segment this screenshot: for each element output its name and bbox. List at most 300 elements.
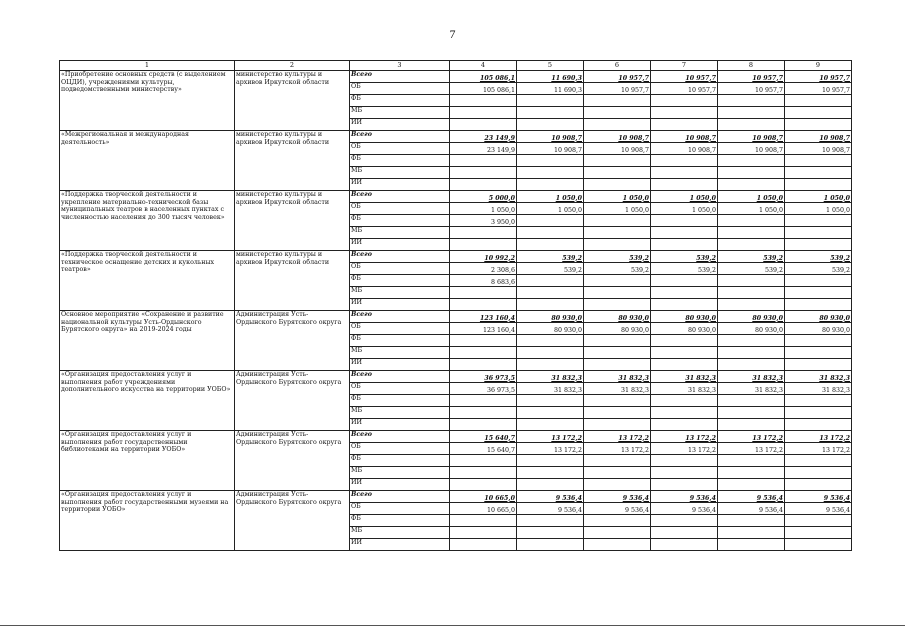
amount-cell: 11 690,3 bbox=[517, 71, 584, 83]
amount-cell: 10 957,7 bbox=[718, 71, 785, 83]
amount-cell bbox=[785, 395, 852, 407]
amount-cell: 539,2 bbox=[651, 263, 718, 275]
table-row bbox=[60, 371, 852, 383]
amount-cell bbox=[584, 407, 651, 419]
amount-cell: 10 908,7 bbox=[584, 143, 651, 155]
amount-cell: 23 149,9 bbox=[450, 143, 517, 155]
amount-cell: 31 832,3 bbox=[718, 383, 785, 395]
funding-source: МБ bbox=[350, 107, 450, 119]
amount-cell: 13 172,2 bbox=[785, 443, 852, 455]
amount-cell bbox=[584, 395, 651, 407]
amount-cell: 10 908,7 bbox=[651, 143, 718, 155]
amount-cell bbox=[517, 119, 584, 131]
amount-cell bbox=[785, 287, 852, 299]
funding-source: МБ bbox=[350, 347, 450, 359]
funding-source: ОБ bbox=[350, 503, 450, 515]
amount-cell: 539,2 bbox=[785, 251, 852, 263]
amount-cell bbox=[517, 227, 584, 239]
funding-source: ФБ bbox=[350, 515, 450, 527]
funding-source: ОБ bbox=[350, 83, 450, 95]
amount-cell: 13 172,2 bbox=[651, 431, 718, 443]
funding-source: МБ bbox=[350, 527, 450, 539]
amount-cell bbox=[651, 95, 718, 107]
amount-cell: 31 832,3 bbox=[785, 371, 852, 383]
funding-source: Всего bbox=[350, 371, 450, 383]
amount-cell bbox=[517, 347, 584, 359]
amount-cell: 80 930,0 bbox=[584, 323, 651, 335]
amount-cell: 31 832,3 bbox=[517, 383, 584, 395]
amount-cell: 31 832,3 bbox=[584, 371, 651, 383]
amount-cell bbox=[651, 107, 718, 119]
funding-source: Всего bbox=[350, 431, 450, 443]
amount-cell bbox=[450, 155, 517, 167]
funding-source: ИИ bbox=[350, 299, 450, 311]
responsible-executor: Администрация Усть-Ордынского Бурятского округа bbox=[235, 491, 350, 551]
amount-cell bbox=[517, 419, 584, 431]
amount-cell bbox=[517, 275, 584, 287]
activity-description: «Межрегиональная и международная деятельность» bbox=[60, 131, 235, 191]
amount-cell bbox=[584, 215, 651, 227]
amount-cell bbox=[651, 299, 718, 311]
amount-cell bbox=[584, 347, 651, 359]
amount-cell: 13 172,2 bbox=[517, 443, 584, 455]
amount-cell: 10 957,7 bbox=[651, 83, 718, 95]
amount-cell bbox=[651, 179, 718, 191]
amount-cell bbox=[718, 119, 785, 131]
amount-cell: 1 050,0 bbox=[651, 203, 718, 215]
amount-cell: 2 308,6 bbox=[450, 263, 517, 275]
amount-cell: 80 930,0 bbox=[785, 311, 852, 323]
amount-cell: 9 536,4 bbox=[651, 491, 718, 503]
amount-cell: 80 930,0 bbox=[584, 311, 651, 323]
amount-cell: 10 908,7 bbox=[718, 143, 785, 155]
column-number-header: 5 bbox=[517, 61, 584, 71]
column-number-header: 3 bbox=[350, 61, 450, 71]
amount-cell bbox=[517, 287, 584, 299]
amount-cell bbox=[785, 407, 852, 419]
scan-edge-line bbox=[0, 625, 905, 626]
amount-cell: 10 908,7 bbox=[517, 143, 584, 155]
amount-cell bbox=[450, 239, 517, 251]
amount-cell: 1 050,0 bbox=[450, 203, 517, 215]
amount-cell: 1 050,0 bbox=[517, 203, 584, 215]
amount-cell: 10 957,7 bbox=[584, 71, 651, 83]
amount-cell bbox=[785, 215, 852, 227]
amount-cell bbox=[517, 359, 584, 371]
activity-description: «Приобретение основных средств (с выделением ОЦДИ), учреждениями культуры, подведомственными министерству» bbox=[60, 71, 235, 131]
amount-cell bbox=[584, 527, 651, 539]
funding-source: МБ bbox=[350, 467, 450, 479]
amount-cell: 10 957,7 bbox=[718, 83, 785, 95]
amount-cell: 10 908,7 bbox=[785, 143, 852, 155]
amount-cell bbox=[450, 227, 517, 239]
amount-cell bbox=[584, 119, 651, 131]
amount-cell: 1 050,0 bbox=[718, 191, 785, 203]
amount-cell bbox=[785, 155, 852, 167]
amount-cell bbox=[450, 287, 517, 299]
amount-cell bbox=[651, 275, 718, 287]
amount-cell: 10 957,7 bbox=[785, 71, 852, 83]
table-row bbox=[60, 431, 852, 443]
amount-cell bbox=[450, 407, 517, 419]
amount-cell bbox=[651, 479, 718, 491]
amount-cell bbox=[651, 335, 718, 347]
amount-cell bbox=[517, 395, 584, 407]
funding-source: ИИ bbox=[350, 179, 450, 191]
amount-cell bbox=[718, 227, 785, 239]
header-row bbox=[60, 61, 852, 71]
amount-cell bbox=[718, 539, 785, 551]
funding-source: ФБ bbox=[350, 155, 450, 167]
funding-source: ИИ bbox=[350, 539, 450, 551]
amount-cell bbox=[517, 455, 584, 467]
amount-cell bbox=[517, 539, 584, 551]
amount-cell: 13 172,2 bbox=[718, 443, 785, 455]
amount-cell bbox=[450, 527, 517, 539]
amount-cell bbox=[651, 287, 718, 299]
amount-cell bbox=[450, 179, 517, 191]
amount-cell bbox=[517, 515, 584, 527]
amount-cell: 36 973,5 bbox=[450, 383, 517, 395]
amount-cell bbox=[718, 275, 785, 287]
amount-cell: 539,2 bbox=[584, 251, 651, 263]
funding-source: МБ bbox=[350, 227, 450, 239]
amount-cell bbox=[651, 119, 718, 131]
amount-cell bbox=[718, 179, 785, 191]
responsible-executor: Администрация Усть-Ордынского Бурятского округа bbox=[235, 371, 350, 431]
amount-cell: 105 086,1 bbox=[450, 83, 517, 95]
column-number-header: 6 bbox=[584, 61, 651, 71]
amount-cell: 1 050,0 bbox=[785, 191, 852, 203]
amount-cell: 31 832,3 bbox=[651, 371, 718, 383]
amount-cell: 36 973,5 bbox=[450, 371, 517, 383]
amount-cell bbox=[651, 215, 718, 227]
amount-cell: 9 536,4 bbox=[651, 503, 718, 515]
table-row bbox=[60, 491, 852, 503]
amount-cell: 1 050,0 bbox=[651, 191, 718, 203]
amount-cell bbox=[785, 239, 852, 251]
amount-cell: 1 050,0 bbox=[584, 191, 651, 203]
amount-cell bbox=[785, 107, 852, 119]
amount-cell bbox=[718, 407, 785, 419]
amount-cell: 9 536,4 bbox=[517, 503, 584, 515]
amount-cell bbox=[718, 479, 785, 491]
amount-cell: 80 930,0 bbox=[517, 323, 584, 335]
funding-source: ОБ bbox=[350, 263, 450, 275]
amount-cell: 13 172,2 bbox=[718, 431, 785, 443]
amount-cell bbox=[785, 167, 852, 179]
amount-cell bbox=[450, 299, 517, 311]
amount-cell bbox=[584, 107, 651, 119]
amount-cell: 10 665,0 bbox=[450, 491, 517, 503]
amount-cell bbox=[651, 539, 718, 551]
funding-source: ФБ bbox=[350, 275, 450, 287]
amount-cell bbox=[718, 167, 785, 179]
amount-cell bbox=[785, 455, 852, 467]
column-number-header: 7 bbox=[651, 61, 718, 71]
funding-source: Всего bbox=[350, 251, 450, 263]
amount-cell bbox=[785, 335, 852, 347]
amount-cell: 80 930,0 bbox=[651, 323, 718, 335]
amount-cell: 10 908,7 bbox=[584, 131, 651, 143]
amount-cell bbox=[584, 419, 651, 431]
amount-cell: 539,2 bbox=[718, 263, 785, 275]
table-row bbox=[60, 191, 852, 203]
amount-cell: 13 172,2 bbox=[651, 443, 718, 455]
amount-cell bbox=[450, 107, 517, 119]
table-row bbox=[60, 71, 852, 83]
amount-cell bbox=[517, 467, 584, 479]
amount-cell: 31 832,3 bbox=[584, 383, 651, 395]
amount-cell bbox=[718, 287, 785, 299]
amount-cell: 31 832,3 bbox=[785, 383, 852, 395]
amount-cell: 9 536,4 bbox=[785, 491, 852, 503]
amount-cell bbox=[651, 395, 718, 407]
amount-cell: 3 950,0 bbox=[450, 215, 517, 227]
amount-cell bbox=[584, 467, 651, 479]
amount-cell bbox=[450, 95, 517, 107]
amount-cell bbox=[584, 335, 651, 347]
column-number-header: 2 bbox=[235, 61, 350, 71]
amount-cell bbox=[718, 419, 785, 431]
amount-cell: 539,2 bbox=[517, 263, 584, 275]
funding-source: ИИ bbox=[350, 419, 450, 431]
amount-cell bbox=[785, 527, 852, 539]
amount-cell: 13 172,2 bbox=[517, 431, 584, 443]
funding-source: Всего bbox=[350, 191, 450, 203]
amount-cell: 8 683,6 bbox=[450, 275, 517, 287]
amount-cell: 80 930,0 bbox=[718, 311, 785, 323]
amount-cell: 105 086,1 bbox=[450, 71, 517, 83]
amount-cell bbox=[584, 167, 651, 179]
amount-cell bbox=[517, 335, 584, 347]
amount-cell bbox=[450, 119, 517, 131]
amount-cell bbox=[651, 407, 718, 419]
funding-source: Всего bbox=[350, 491, 450, 503]
table-row bbox=[60, 251, 852, 263]
amount-cell bbox=[450, 395, 517, 407]
amount-cell bbox=[450, 347, 517, 359]
table-row bbox=[60, 131, 852, 143]
amount-cell bbox=[584, 287, 651, 299]
funding-source: ФБ bbox=[350, 95, 450, 107]
amount-cell bbox=[651, 347, 718, 359]
amount-cell: 31 832,3 bbox=[651, 383, 718, 395]
amount-cell bbox=[651, 419, 718, 431]
amount-cell bbox=[517, 479, 584, 491]
amount-cell bbox=[517, 167, 584, 179]
amount-cell bbox=[718, 515, 785, 527]
amount-cell: 10 957,7 bbox=[785, 83, 852, 95]
amount-cell: 15 640,7 bbox=[450, 431, 517, 443]
amount-cell: 13 172,2 bbox=[584, 431, 651, 443]
funding-source: ОБ bbox=[350, 383, 450, 395]
amount-cell bbox=[785, 119, 852, 131]
amount-cell: 539,2 bbox=[584, 263, 651, 275]
amount-cell bbox=[517, 215, 584, 227]
funding-source: ФБ bbox=[350, 335, 450, 347]
amount-cell: 539,2 bbox=[718, 251, 785, 263]
funding-source: МБ bbox=[350, 407, 450, 419]
funding-source: ОБ bbox=[350, 203, 450, 215]
amount-cell bbox=[718, 455, 785, 467]
amount-cell: 1 050,0 bbox=[584, 203, 651, 215]
amount-cell bbox=[517, 299, 584, 311]
amount-cell bbox=[517, 407, 584, 419]
amount-cell bbox=[584, 479, 651, 491]
activity-description: «Поддержка творческой деятельности и укрепление материально-технической базы муниципальных театров в населенных пунктах с численностью населения до 300 тысяч человек» bbox=[60, 191, 235, 251]
column-number-header: 4 bbox=[450, 61, 517, 71]
amount-cell: 10 665,0 bbox=[450, 503, 517, 515]
amount-cell bbox=[785, 479, 852, 491]
amount-cell: 1 050,0 bbox=[718, 203, 785, 215]
amount-cell bbox=[450, 359, 517, 371]
amount-cell: 9 536,4 bbox=[584, 503, 651, 515]
amount-cell: 13 172,2 bbox=[785, 431, 852, 443]
amount-cell bbox=[718, 347, 785, 359]
activity-description: «Организация предоставления услуг и выполнения работ учреждениями дополнительного искусства на территории УОБО» bbox=[60, 371, 235, 431]
amount-cell: 80 930,0 bbox=[718, 323, 785, 335]
amount-cell bbox=[450, 479, 517, 491]
amount-cell bbox=[450, 167, 517, 179]
amount-cell: 9 536,4 bbox=[517, 491, 584, 503]
amount-cell: 5 000,0 bbox=[450, 191, 517, 203]
amount-cell bbox=[651, 515, 718, 527]
table-row bbox=[60, 311, 852, 323]
amount-cell: 9 536,4 bbox=[584, 491, 651, 503]
funding-source: ФБ bbox=[350, 395, 450, 407]
amount-cell bbox=[517, 179, 584, 191]
amount-cell bbox=[450, 515, 517, 527]
amount-cell bbox=[785, 179, 852, 191]
amount-cell bbox=[584, 455, 651, 467]
amount-cell bbox=[517, 107, 584, 119]
amount-cell: 80 930,0 bbox=[651, 311, 718, 323]
funding-source: ФБ bbox=[350, 215, 450, 227]
amount-cell: 10 908,7 bbox=[785, 131, 852, 143]
amount-cell: 80 930,0 bbox=[785, 323, 852, 335]
amount-cell: 539,2 bbox=[651, 251, 718, 263]
amount-cell bbox=[450, 455, 517, 467]
amount-cell bbox=[651, 167, 718, 179]
amount-cell bbox=[584, 155, 651, 167]
amount-cell bbox=[450, 539, 517, 551]
amount-cell: 13 172,2 bbox=[584, 443, 651, 455]
amount-cell: 23 149,9 bbox=[450, 131, 517, 143]
amount-cell bbox=[517, 527, 584, 539]
amount-cell bbox=[651, 359, 718, 371]
amount-cell bbox=[718, 215, 785, 227]
amount-cell bbox=[785, 359, 852, 371]
amount-cell bbox=[517, 95, 584, 107]
activity-description: «Организация предоставления услуг и выполнения работ государственными библиотеками на территории УОБО» bbox=[60, 431, 235, 491]
amount-cell: 10 908,7 bbox=[718, 131, 785, 143]
amount-cell: 9 536,4 bbox=[718, 491, 785, 503]
amount-cell bbox=[584, 299, 651, 311]
amount-cell bbox=[651, 227, 718, 239]
funding-source: Всего bbox=[350, 71, 450, 83]
amount-cell bbox=[785, 275, 852, 287]
amount-cell: 539,2 bbox=[517, 251, 584, 263]
amount-cell bbox=[517, 239, 584, 251]
funding-source: ИИ bbox=[350, 119, 450, 131]
responsible-executor: Администрация Усть-Ордынского Бурятского округа bbox=[235, 311, 350, 371]
funding-source: МБ bbox=[350, 167, 450, 179]
funding-source: ОБ bbox=[350, 143, 450, 155]
funding-source: ИИ bbox=[350, 239, 450, 251]
amount-cell bbox=[584, 227, 651, 239]
amount-cell bbox=[584, 539, 651, 551]
funding-source: Всего bbox=[350, 311, 450, 323]
amount-cell bbox=[584, 179, 651, 191]
funding-source: МБ bbox=[350, 287, 450, 299]
amount-cell: 31 832,3 bbox=[517, 371, 584, 383]
funding-source: ИИ bbox=[350, 359, 450, 371]
page-number: 7 bbox=[449, 27, 456, 41]
amount-cell bbox=[785, 467, 852, 479]
amount-cell bbox=[718, 467, 785, 479]
amount-cell: 31 832,3 bbox=[718, 371, 785, 383]
amount-cell bbox=[450, 467, 517, 479]
column-number-header: 8 bbox=[718, 61, 785, 71]
amount-cell: 539,2 bbox=[785, 263, 852, 275]
amount-cell: 123 160,4 bbox=[450, 323, 517, 335]
amount-cell bbox=[718, 359, 785, 371]
amount-cell: 1 050,0 bbox=[785, 203, 852, 215]
amount-cell bbox=[584, 515, 651, 527]
amount-cell bbox=[718, 527, 785, 539]
amount-cell bbox=[651, 239, 718, 251]
amount-cell: 11 690,3 bbox=[517, 83, 584, 95]
budget-table bbox=[59, 60, 852, 551]
amount-cell: 123 160,4 bbox=[450, 311, 517, 323]
amount-cell bbox=[450, 335, 517, 347]
activity-description: «Организация предоставления услуг и выполнения работ государственными музеями на территории УОБО» bbox=[60, 491, 235, 551]
amount-cell bbox=[718, 107, 785, 119]
amount-cell bbox=[718, 239, 785, 251]
amount-cell: 10 908,7 bbox=[517, 131, 584, 143]
column-number-header: 9 bbox=[785, 61, 852, 71]
amount-cell: 9 536,4 bbox=[718, 503, 785, 515]
amount-cell: 10 908,7 bbox=[651, 131, 718, 143]
amount-cell bbox=[584, 239, 651, 251]
amount-cell bbox=[785, 539, 852, 551]
amount-cell bbox=[517, 155, 584, 167]
amount-cell: 80 930,0 bbox=[517, 311, 584, 323]
funding-source: ИИ bbox=[350, 479, 450, 491]
amount-cell: 9 536,4 bbox=[785, 503, 852, 515]
funding-source: ФБ bbox=[350, 455, 450, 467]
amount-cell bbox=[718, 299, 785, 311]
amount-cell: 1 050,0 bbox=[517, 191, 584, 203]
amount-cell bbox=[584, 95, 651, 107]
amount-cell bbox=[718, 395, 785, 407]
amount-cell bbox=[651, 467, 718, 479]
activity-description: Основное мероприятие «Сохранение и развитие национальной культуры Усть-Ордынского Бурятского округа» на 2019-2024 годы bbox=[60, 311, 235, 371]
responsible-executor: министерство культуры и архивов Иркутской области bbox=[235, 251, 350, 311]
amount-cell bbox=[718, 95, 785, 107]
amount-cell: 10 957,7 bbox=[651, 71, 718, 83]
amount-cell bbox=[785, 515, 852, 527]
amount-cell bbox=[651, 455, 718, 467]
responsible-executor: министерство культуры и архивов Иркутской области bbox=[235, 71, 350, 131]
amount-cell bbox=[651, 155, 718, 167]
amount-cell: 10 992,2 bbox=[450, 251, 517, 263]
amount-cell: 10 957,7 bbox=[584, 83, 651, 95]
responsible-executor: министерство культуры и архивов Иркутской области bbox=[235, 131, 350, 191]
column-number-header: 1 bbox=[60, 61, 235, 71]
responsible-executor: министерство культуры и архивов Иркутской области bbox=[235, 191, 350, 251]
